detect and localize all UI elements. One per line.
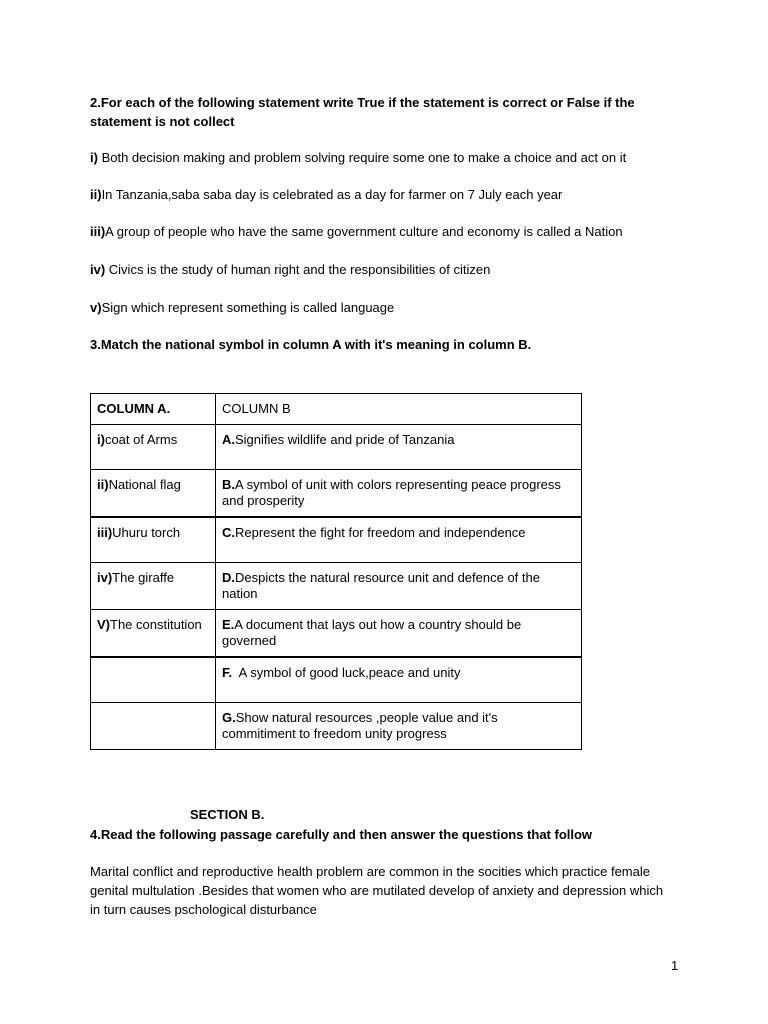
item-letter: F. <box>222 665 233 680</box>
item-number: ii) <box>97 477 109 492</box>
symbol-meaning: Signifies wildlife and pride of Tanzania <box>235 432 455 447</box>
item-number: iv) <box>97 570 113 585</box>
statement-ii <box>90 187 562 203</box>
column-a-cell <box>91 610 216 658</box>
statement-text: A group of people who have the same government culture and economy is called a Nation <box>105 224 623 239</box>
question-2-heading: 2.For each of the following statement write True if the statement is correct or False if the statement is not collect <box>90 95 635 129</box>
column-b-cell <box>216 703 582 750</box>
item-letter: C. <box>222 525 235 540</box>
statement-number: i) <box>90 150 98 165</box>
table-header-row <box>91 394 582 425</box>
item-number: i) <box>97 432 105 447</box>
column-a-header: COLUMN A. <box>91 394 216 425</box>
table-row <box>91 425 582 470</box>
question-4-heading: 4.Read the following passage carefully and then answer the questions that follow <box>90 827 593 842</box>
symbol-meaning: A symbol of good luck,peace and unity <box>232 665 461 680</box>
statement-text: Sign which represent something is called language <box>101 300 395 315</box>
table-row <box>91 563 582 610</box>
statement-text: Both decision making and problem solving require some one to make a choice and act on it <box>97 150 627 165</box>
item-letter: B. <box>222 477 235 492</box>
table-row <box>91 703 582 750</box>
statement-v <box>90 300 394 316</box>
symbol-name: The giraffe <box>112 570 175 585</box>
table-row <box>91 517 582 563</box>
statement-text: Civics is the study of human right and the responsibilities of citizen <box>105 262 491 277</box>
table-row <box>91 470 582 518</box>
column-a-cell <box>91 563 216 610</box>
column-a-cell <box>91 703 216 750</box>
item-letter: E. <box>222 617 235 632</box>
item-number: iii) <box>97 525 113 540</box>
table-row <box>91 657 582 703</box>
matching-table <box>90 393 582 750</box>
column-b-cell <box>216 517 582 563</box>
symbol-name: Uhuru torch <box>112 525 181 540</box>
table-row <box>91 610 582 658</box>
passage-text: Marital conflict and reproductive health problem are common in the socities which practice female genital multulation .Besides that women who are mutilated develop of anxiety and depression which in turn causes pschological disturbance <box>90 864 664 917</box>
page-number: 1 <box>671 958 679 973</box>
symbol-meaning: Represent the fight for freedom and independence <box>235 525 526 540</box>
statement-i <box>90 150 626 166</box>
column-a-cell <box>91 470 216 518</box>
question-3-heading: 3.Match the national symbol in column A with it's meaning in column B. <box>90 337 532 352</box>
column-b-cell <box>216 610 582 658</box>
symbol-meaning: Despicts the natural resource unit and defence of the nation <box>222 570 540 601</box>
statement-number: v) <box>90 300 102 315</box>
symbol-name: The constitution <box>110 617 202 632</box>
symbol-meaning: A document that lays out how a country should be governed <box>222 617 522 648</box>
symbol-meaning: A symbol of unit with colors representing peace progress and prosperity <box>222 477 561 508</box>
symbol-meaning: Show natural resources ,people value and it's commitiment to freedom unity progress <box>222 710 498 741</box>
column-a-cell <box>91 425 216 470</box>
statement-iii <box>90 224 623 240</box>
column-b-cell <box>216 470 582 518</box>
statement-text: In Tanzania,saba saba day is celebrated as a day for farmer on 7 July each year <box>101 187 563 202</box>
section-b-title: SECTION B. <box>190 807 265 822</box>
statement-number: ii) <box>90 187 102 202</box>
item-letter: A. <box>222 432 235 447</box>
symbol-name: coat of Arms <box>104 432 178 447</box>
symbol-name: National flag <box>108 477 181 492</box>
statement-number: iii) <box>90 224 106 239</box>
column-a-cell <box>91 657 216 703</box>
column-a-cell <box>91 517 216 563</box>
column-b-cell <box>216 563 582 610</box>
item-number: V) <box>97 617 110 632</box>
column-b-cell <box>216 657 582 703</box>
item-letter: G. <box>222 710 236 725</box>
statement-number: iv) <box>90 262 106 277</box>
column-b-cell <box>216 425 582 470</box>
column-b-header: COLUMN B <box>216 394 582 425</box>
statement-iv <box>90 262 490 278</box>
item-letter: D. <box>222 570 235 585</box>
